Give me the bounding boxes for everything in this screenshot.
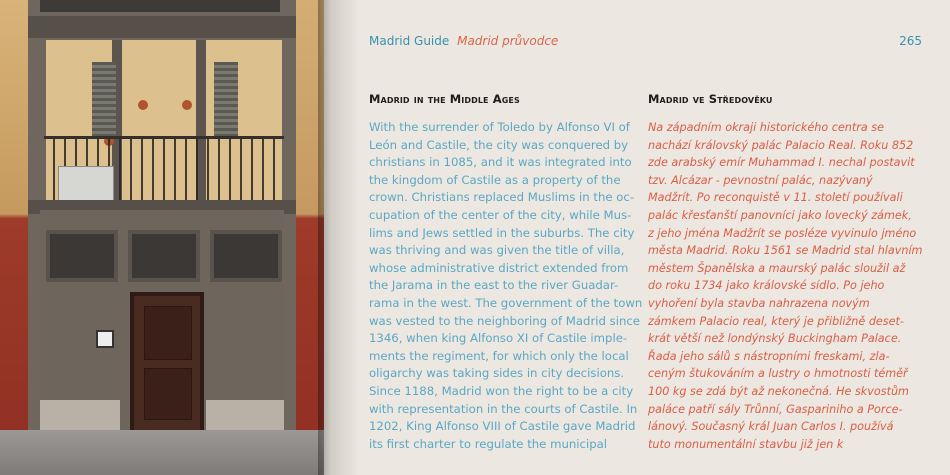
- text-line: ments the regiment, for which only the local: [369, 348, 629, 363]
- text-line: do roku 1734 jako královské sídlo. Po jeho: [648, 279, 885, 293]
- text-page: [324, 0, 950, 475]
- czech-column: [648, 92, 923, 453]
- top-balcony-rail: [40, 0, 280, 12]
- stone-plinth: [40, 400, 120, 430]
- ground-window: [210, 230, 282, 282]
- text-line: the Jarama in the east to the river Guadar-: [369, 278, 619, 293]
- text-line: with representation in the courts of Castile. In: [369, 401, 638, 416]
- header-english-title: Madrid Guide: [369, 34, 450, 48]
- text-line: vyhoření byla stavba nahrazena novým: [648, 296, 870, 310]
- running-header: [369, 34, 558, 48]
- text-line: krát větší než londýnský Buckingham Palace.: [648, 332, 902, 346]
- text-line: ceným štukováním a lustry o hmotnosti téměř: [648, 367, 908, 381]
- text-line: the kingdom of Castile as a property of the: [369, 172, 621, 187]
- english-column: [369, 92, 643, 453]
- text-line: lims and Jews settled in the suburbs. The city: [369, 225, 635, 240]
- flower-pot: [182, 100, 192, 110]
- page-number: 265: [899, 34, 922, 48]
- text-line: its first charter to regulate the municipal: [369, 436, 608, 451]
- text-line: Řada jeho sálů s nástropními freskami, zla-: [648, 349, 890, 363]
- text-line: zde arabský emír Muhammad I. nechal postavit: [648, 156, 915, 170]
- text-line: nachází královský palác Palacio Real. Roku 852: [648, 138, 914, 152]
- english-heading: Madrid in the Middle Ages: [369, 92, 520, 106]
- text-line: 1202, King Alfonso VIII of Castile gave Madrid: [369, 419, 636, 434]
- text-line: whose administrative district extended from: [369, 260, 629, 275]
- text-line: christians in 1085, and it was integrated into: [369, 155, 632, 170]
- air-conditioner: [58, 166, 114, 202]
- text-line: palác křesťanští panovníci jako lovecký zámek,: [648, 208, 912, 222]
- header-czech-title: Madrid průvodce: [457, 34, 559, 48]
- text-line: 1346, when king Alfonso XI of Castile imple-: [369, 331, 628, 346]
- stone-plinth: [206, 400, 284, 430]
- text-line: was vested to the neighboring of Madrid since: [369, 313, 640, 328]
- text-line: tzv. Alcázar - pevnostní palác, nazývaný: [648, 173, 873, 187]
- text-line: paláce patří sály Trůnní, Gaspariniho a Porce-: [648, 402, 903, 416]
- text-line: města Madrid. Roku 1561 se Madrid stal hlavním: [648, 244, 923, 258]
- upper-beam: [28, 16, 296, 38]
- right-shutter: [214, 62, 238, 136]
- english-body: [369, 119, 643, 453]
- text-line: z jeho jména Madžrít se posléze vyvinulo jméno: [648, 226, 917, 240]
- text-line: lánový. Současný král Juan Carlos I. používá: [648, 420, 894, 434]
- mailbox-sign: [96, 330, 114, 348]
- text-line: With the surrender of Toledo by Alfonso VI of: [369, 120, 630, 134]
- text-line: rama in the west. The government of the town: [369, 295, 643, 310]
- czech-body: [648, 119, 923, 453]
- ground-window: [46, 230, 118, 282]
- text-line: crown. Christians replaced Muslims in the oc-: [369, 190, 635, 205]
- text-line: cupation of the center of the city, while Mus-: [369, 207, 632, 222]
- left-shutter: [92, 62, 116, 136]
- building-photo: [0, 0, 324, 475]
- street-pavement: [0, 430, 324, 475]
- text-line: was thriving and was given the title of villa,: [369, 243, 625, 258]
- wooden-door: [130, 292, 204, 436]
- czech-heading: Madrid ve Středověku: [648, 92, 773, 106]
- text-line: tuto monumentální stavbu již jen k: [648, 437, 844, 451]
- text-line: zámkem Palacio real, který je přibližně deset-: [648, 314, 904, 328]
- flower-pot: [138, 100, 148, 110]
- text-line: městem Španělska a maurský palác sloužil až: [648, 261, 906, 275]
- text-line: León and Castile, the city was conquered by: [369, 137, 629, 152]
- text-line: Na západním okraji historického centra se: [648, 121, 884, 134]
- text-line: Since 1188, Madrid won the right to be a city: [369, 383, 634, 398]
- text-line: Madžrít. Po reconquistě v 11. století používali: [648, 191, 903, 205]
- text-line: oligarchy was taking sides in city decisions.: [369, 366, 625, 381]
- ground-window: [128, 230, 200, 282]
- text-line: 100 kg se zdá být až nekonečná. He skvostům: [648, 384, 909, 398]
